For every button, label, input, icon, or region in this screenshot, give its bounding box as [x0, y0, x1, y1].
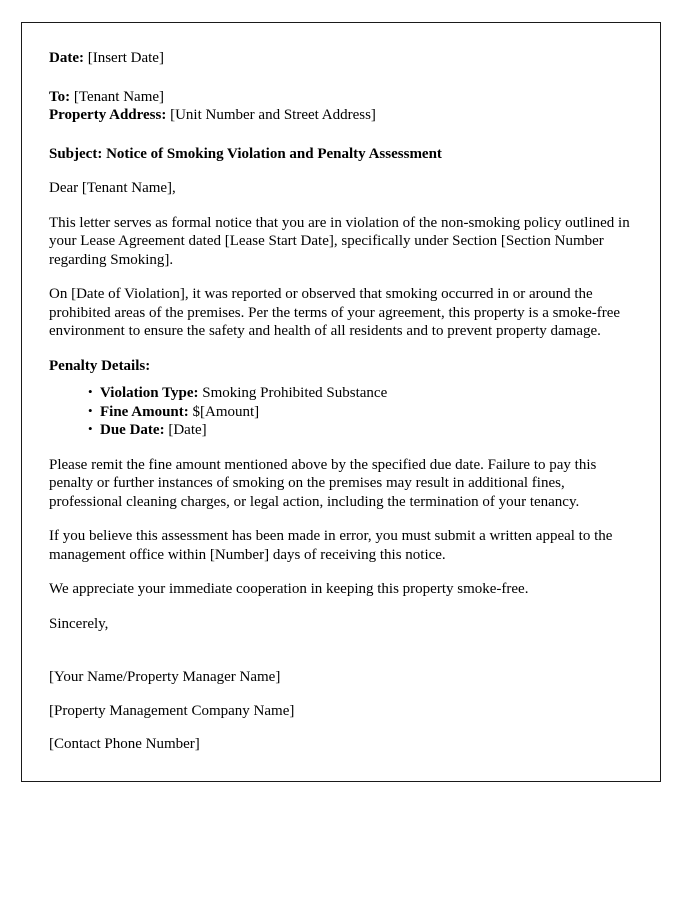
fine-amount-label: Fine Amount: [100, 403, 189, 420]
violation-type-value: Smoking Prohibited Substance [202, 385, 388, 401]
recipient-line [49, 88, 630, 107]
fine-amount-value: $[Amount] [192, 403, 260, 420]
list-item [88, 421, 630, 440]
spacer [49, 68, 630, 88]
date-label: Date: [49, 50, 84, 66]
penalty-details-list [49, 384, 630, 440]
spacer [49, 511, 630, 527]
recipient-value: [Tenant Name] [73, 88, 165, 105]
spacer [49, 163, 630, 179]
spacer [49, 440, 630, 456]
due-date-label: Due Date: [100, 422, 165, 438]
property-address-value: [Unit Number and Street Address] [170, 107, 376, 123]
date-value: [Insert Date] [87, 50, 164, 66]
paragraph-violation-notice: This letter serves as formal notice that you are in violation of the non-smoking policy outlined in your Lease Agreement dated [Lease Start Date], specifically under Section [Section Number regarding Smoking]. [49, 214, 630, 268]
paragraph-closing-statement: We appreciate your immediate cooperation in keeping this property smoke-free. [49, 581, 529, 597]
signature-company: [Property Management Company Name] [49, 702, 295, 719]
document-body [22, 23, 660, 754]
list-item [88, 403, 630, 422]
spacer [49, 599, 630, 615]
subject-line: Subject: Notice of Smoking Violation and Penalty Assessment [49, 145, 442, 162]
closing-salutation: Sincerely, [49, 615, 109, 632]
list-item [88, 384, 630, 403]
signature-name: [Your Name/Property Manager Name] [49, 669, 281, 685]
spacer [49, 633, 630, 653]
spacer [49, 198, 630, 214]
spacer [49, 564, 630, 580]
spacer [49, 341, 630, 357]
signature-phone: [Contact Phone Number] [49, 736, 200, 752]
document-page [21, 22, 661, 782]
penalty-details-heading: Penalty Details: [49, 357, 151, 374]
paragraph-payment-terms: Please remit the fine amount mentioned above by the specified due date. Failure to pay this penalty or further instances of smoking on the premises may result in additional fines, professional cleaning charges, or legal action, including the termination of your tenancy. [49, 456, 597, 510]
property-address-label: Property Address: [49, 107, 167, 123]
paragraph-incident-details: On [Date of Violation], it was reported or observed that smoking occurred in or around the prohibited areas of the premises. Per the terms of your agreement, this property is a smoke-free environment to ensure the safety and health of all residents and to prevent property damage. [49, 286, 621, 339]
paragraph-appeal-process: If you believe this assessment has been made in error, you must submit a written appeal to the management office within [Number] days of receiving this notice. [49, 528, 613, 563]
recipient-label: To: [49, 88, 71, 105]
spacer [49, 125, 630, 145]
due-date-value: [Date] [168, 422, 207, 438]
date-line [49, 49, 630, 68]
property-address-line [49, 106, 630, 125]
salutation: Dear [Tenant Name], [49, 180, 176, 196]
violation-type-label: Violation Type: [100, 385, 199, 401]
spacer [49, 269, 630, 285]
